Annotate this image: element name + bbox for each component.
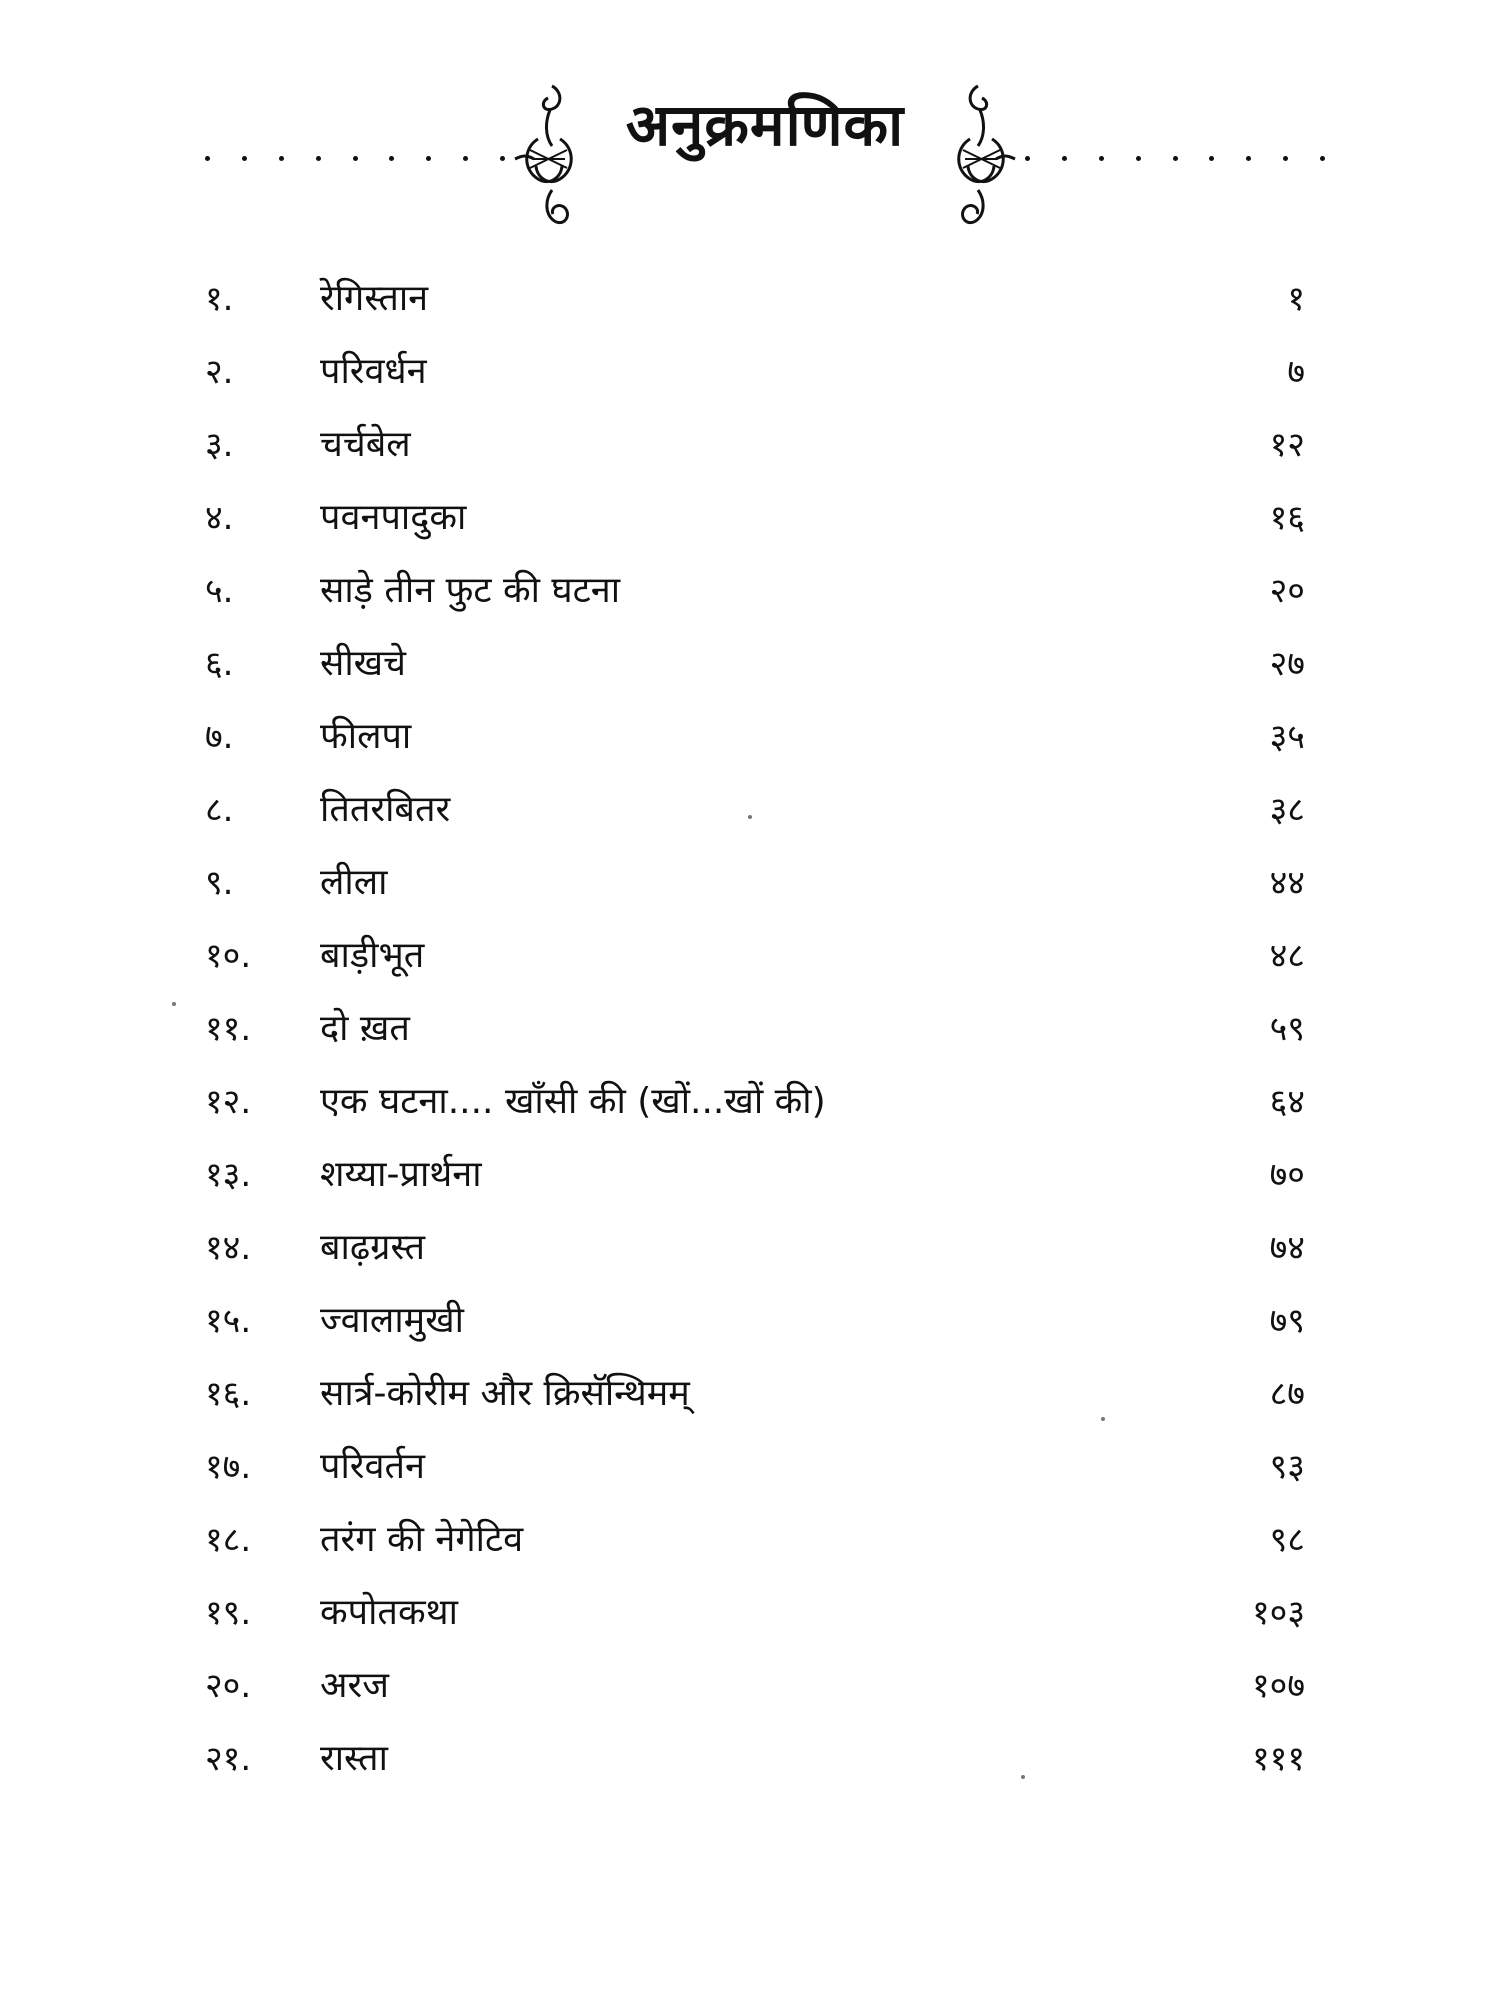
toc-row [205, 1065, 1305, 1138]
toc-row [205, 1576, 1305, 1649]
toc-header [205, 78, 1325, 238]
dot [1320, 156, 1325, 161]
dot [1173, 156, 1178, 161]
chapter-number: १३. [205, 1154, 252, 1195]
dot [463, 156, 468, 161]
toc-row [205, 1357, 1305, 1430]
page-number: ५९ [1269, 1008, 1305, 1049]
chapter-title: सार्त्र-कोरीम और क्रिसॅन्थिमम् [320, 1372, 690, 1414]
page-number: १०७ [1251, 1665, 1305, 1706]
chapter-number: १५. [205, 1300, 252, 1341]
chapter-number: ९. [205, 862, 234, 903]
page-number: ७९ [1269, 1300, 1305, 1341]
page-number: २७ [1269, 643, 1305, 684]
page-number: १०३ [1251, 1592, 1305, 1633]
chapter-title: रास्ता [320, 1737, 388, 1779]
toc-row [205, 1649, 1305, 1722]
chapter-title: ज्वालामुखी [320, 1299, 464, 1341]
paper-speck [1101, 1417, 1105, 1421]
page-number: ८७ [1269, 1373, 1305, 1414]
chapter-title: शय्या-प्रार्थना [320, 1153, 482, 1195]
chapter-number: १९. [205, 1592, 252, 1633]
paper-speck [172, 1002, 176, 1006]
page-number: १ [1287, 278, 1305, 319]
chapter-number: २. [205, 351, 234, 392]
dot [205, 156, 210, 161]
toc-row [205, 846, 1305, 919]
chapter-title: तितरबितर [320, 788, 451, 830]
chapter-number: १०. [205, 935, 252, 976]
chapter-title: परिवर्धन [320, 350, 427, 392]
dot [1209, 156, 1214, 161]
page-number: २० [1269, 570, 1305, 611]
chapter-number: ५. [205, 570, 234, 611]
chapter-title: परिवर्तन [320, 1445, 426, 1487]
toc-row [205, 262, 1305, 335]
page-number: ९८ [1269, 1519, 1305, 1560]
toc-row [205, 335, 1305, 408]
chapter-title: अरज [320, 1664, 389, 1706]
toc-row [205, 919, 1305, 992]
toc-row [205, 627, 1305, 700]
chapter-title: तरंग की नेगेटिव [320, 1518, 524, 1560]
toc-row [205, 408, 1305, 481]
toc-row [205, 1722, 1305, 1795]
page-number: ९३ [1269, 1446, 1305, 1487]
dot [1025, 156, 1030, 161]
toc-row [205, 554, 1305, 627]
toc-row [205, 1284, 1305, 1357]
toc-row [205, 992, 1305, 1065]
chapter-title: दो ख़त [320, 1007, 410, 1049]
chapter-number: ३. [205, 424, 234, 465]
dot [1099, 156, 1104, 161]
dot [353, 156, 358, 161]
left-dotted-rule [205, 148, 505, 168]
page-number: १११ [1251, 1738, 1305, 1779]
chapter-number: ४. [205, 497, 234, 538]
chapter-number: २०. [205, 1665, 252, 1706]
chapter-title: रेगिस्तान [320, 277, 429, 319]
dot [242, 156, 247, 161]
toc-row [205, 1503, 1305, 1576]
page-number: ४४ [1269, 862, 1305, 903]
chapter-number: १८. [205, 1519, 252, 1560]
chapter-number: १४. [205, 1227, 252, 1268]
page-number: ३५ [1269, 716, 1305, 757]
chapter-title: बाढ़ग्रस्त [320, 1226, 425, 1268]
chapter-number: ६. [205, 643, 234, 684]
chapter-number: ११. [205, 1008, 252, 1049]
chapter-number: १६. [205, 1373, 252, 1414]
chapter-number: १२. [205, 1081, 252, 1122]
toc-row [205, 1430, 1305, 1503]
chapter-title: सीखचे [320, 642, 406, 684]
page-number: ७० [1269, 1154, 1305, 1195]
chapter-title: बाड़ीभूत [320, 934, 425, 976]
chapter-title: पवनपादुका [320, 496, 467, 538]
right-ornament-icon [945, 78, 1025, 228]
table-of-contents [205, 262, 1305, 1795]
chapter-title: फीलपा [320, 715, 412, 757]
page-number: ७ [1287, 351, 1305, 392]
chapter-title: एक घटना.... खाँसी की (खों...खों की) [320, 1080, 826, 1122]
page-number: ७४ [1269, 1227, 1305, 1268]
page-number: ६४ [1269, 1081, 1305, 1122]
toc-row [205, 773, 1305, 846]
chapter-title: कपोतकथा [320, 1591, 458, 1633]
paper-speck [748, 815, 752, 819]
dot [389, 156, 394, 161]
right-dotted-rule [1025, 148, 1325, 168]
page-number: ३८ [1269, 789, 1305, 830]
chapter-title: साड़े तीन फुट की घटना [320, 569, 621, 611]
chapter-title: चर्चबेल [320, 423, 411, 465]
dot [1136, 156, 1141, 161]
chapter-title: लीला [320, 861, 388, 903]
chapter-number: ८. [205, 789, 234, 830]
chapter-number: ७. [205, 716, 234, 757]
dot [1062, 156, 1067, 161]
page-number: ४८ [1269, 935, 1305, 976]
dot [426, 156, 431, 161]
left-ornament-icon [505, 78, 585, 228]
toc-row [205, 700, 1305, 773]
chapter-number: २१. [205, 1738, 252, 1779]
page-number: १६ [1269, 497, 1305, 538]
paper-speck [1021, 1775, 1025, 1779]
dot [1283, 156, 1288, 161]
dot [1246, 156, 1251, 161]
toc-row [205, 1138, 1305, 1211]
dot [279, 156, 284, 161]
toc-row [205, 1211, 1305, 1284]
chapter-number: १. [205, 278, 234, 319]
page-number: १२ [1269, 424, 1305, 465]
page-title: अनुक्रमणिका [625, 91, 905, 159]
chapter-number: १७. [205, 1446, 252, 1487]
toc-row [205, 481, 1305, 554]
dot [316, 156, 321, 161]
